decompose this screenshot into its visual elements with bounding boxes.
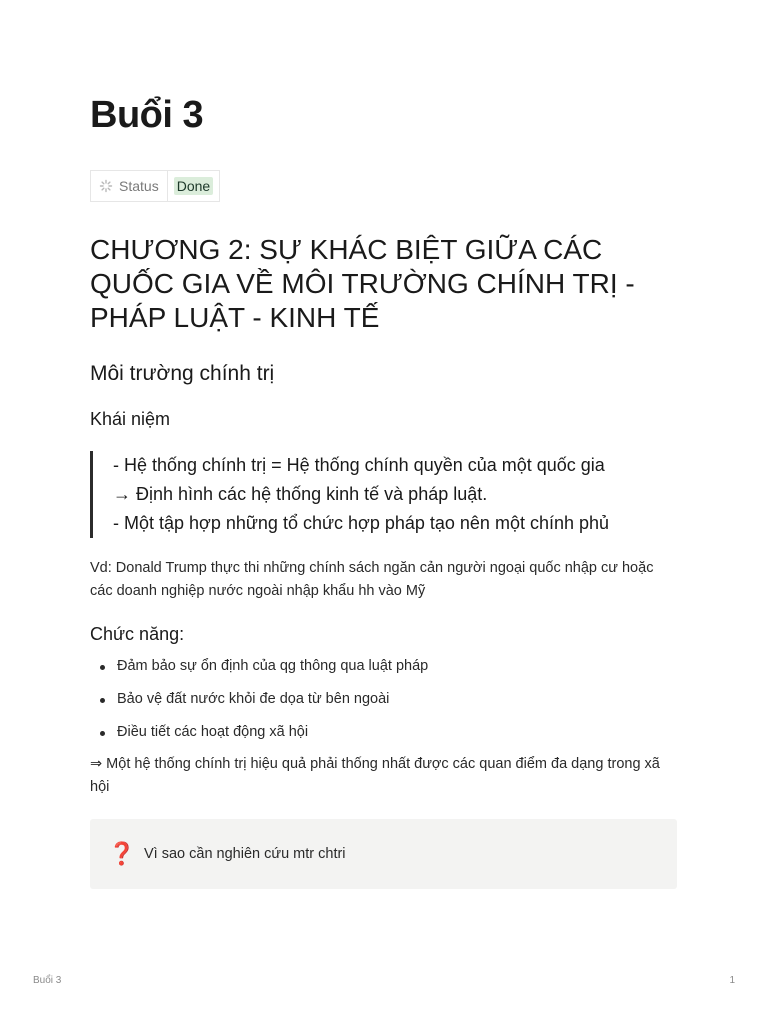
bullet-dot-icon	[100, 698, 105, 703]
footer-page-title: Buổi 3	[33, 975, 62, 986]
status-property-name	[91, 171, 168, 201]
question-callout[interactable]	[90, 819, 677, 889]
section-heading: Môi trường chính trị	[90, 362, 275, 385]
callout-text: Vì sao cần nghiên cứu mtr chtri	[144, 846, 346, 862]
concept-quote-block	[90, 451, 690, 538]
concept-subheading: Khái niệm	[90, 409, 171, 429]
quote-line: → Định hình các hệ thống kinh tế và pháp luật.	[113, 484, 488, 504]
conclusion-paragraph: ⇒ Một hệ thống chính trị hiệu quả phải thống nhất được các quan điểm đa dạng trong xã hội	[90, 756, 660, 795]
list-item	[90, 688, 428, 711]
list-item-text: Đảm bảo sự ổn định của qg thông qua luật pháp	[117, 658, 429, 674]
question-mark-icon: ❓	[108, 841, 136, 866]
bullet-dot-icon	[100, 665, 105, 670]
list-item	[90, 721, 428, 744]
bullet-dot-icon	[100, 731, 105, 736]
status-property	[90, 170, 220, 202]
loading-spinner-icon	[99, 179, 113, 193]
footer-page-number: 1	[729, 975, 735, 986]
status-badge[interactable]: Done	[174, 177, 213, 195]
function-subheading: Chức năng:	[90, 624, 185, 644]
chapter-heading: CHƯƠNG 2: SỰ KHÁC BIỆT GIỮA CÁC QUỐC GIA VỀ MÔI TRƯỜNG CHÍNH TRỊ - PHÁP LUẬT - KINH TẾ	[90, 234, 635, 333]
status-value-cell[interactable]	[168, 171, 219, 201]
function-list	[90, 655, 428, 754]
list-item	[90, 655, 428, 678]
quote-line: - Một tập hợp những tổ chức hợp pháp tạo nên một chính phủ	[113, 513, 610, 533]
quote-line: - Hệ thống chính trị = Hệ thống chính quyền của một quốc gia	[113, 455, 605, 475]
list-item-text: Điều tiết các hoạt động xã hội	[117, 724, 309, 740]
page-title: Buổi 3	[90, 94, 204, 136]
list-item-text: Bảo vệ đất nước khỏi đe dọa từ bên ngoài	[117, 691, 390, 707]
status-label: Status	[119, 178, 159, 194]
example-paragraph: Vd: Donald Trump thực thi những chính sách ngăn cản người ngoại quốc nhập cư hoặc các doanh nghiệp nước ngoài nhập khẩu hh vào Mỹ	[90, 560, 654, 599]
